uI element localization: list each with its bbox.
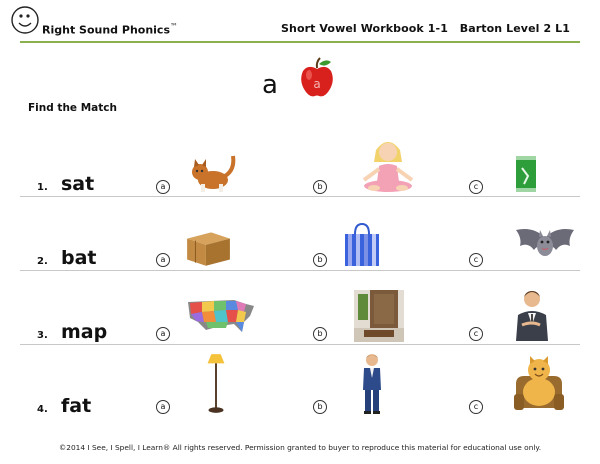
choice-a[interactable]: a (156, 180, 170, 194)
apple-icon (298, 56, 336, 100)
fat-cat-icon (512, 354, 566, 414)
copyright-footer: ©2014 I See, I Spell, I Learn® All rights reserved. Permission granted to buyer to reproduce this material for educational use only. (58, 443, 542, 452)
sitting-girl-icon (357, 136, 419, 194)
target-word: map (61, 321, 108, 343)
row-number: 3. (37, 330, 48, 341)
choice-b[interactable]: b (313, 400, 327, 414)
target-word: fat (61, 395, 92, 417)
businessman-icon (360, 352, 384, 416)
smiley-logo-icon (10, 5, 40, 35)
choice-b[interactable]: b (313, 180, 327, 194)
shopping-bag-icon (342, 222, 382, 268)
cat-icon (188, 150, 240, 194)
choice-a[interactable]: a (156, 327, 170, 341)
choice-c[interactable]: c (469, 180, 483, 194)
box-icon (184, 226, 232, 268)
usa-map-icon (184, 296, 256, 336)
floor-lamp-icon (202, 350, 230, 416)
choice-a[interactable]: a (156, 253, 170, 267)
bat-animal-icon (512, 224, 578, 264)
row-number: 4. (37, 404, 48, 415)
choice-b[interactable]: b (313, 253, 327, 267)
man-in-suit-icon (510, 284, 554, 342)
choice-c[interactable]: c (469, 327, 483, 341)
choice-c[interactable]: c (469, 400, 483, 414)
svg-text:a: a (313, 77, 321, 91)
target-word: bat (61, 247, 97, 269)
target-word: sat (61, 173, 95, 195)
header-rule (20, 41, 580, 43)
doormat-icon (354, 290, 404, 342)
row-number: 2. (37, 256, 48, 267)
brand-title: Right Sound Phonics™ (42, 22, 178, 37)
soda-can-icon (514, 154, 538, 194)
row-divider (20, 196, 580, 197)
workbook-title: Short Vowel Workbook 1-1 Barton Level 2 L1 (280, 22, 570, 35)
vowel-letter: a (262, 70, 278, 100)
choice-b[interactable]: b (313, 327, 327, 341)
row-divider (20, 344, 580, 345)
row-divider (20, 270, 580, 271)
choice-a[interactable]: a (156, 400, 170, 414)
instruction-heading: Find the Match (28, 102, 117, 114)
choice-c[interactable]: c (469, 253, 483, 267)
row-number: 1. (37, 182, 48, 193)
